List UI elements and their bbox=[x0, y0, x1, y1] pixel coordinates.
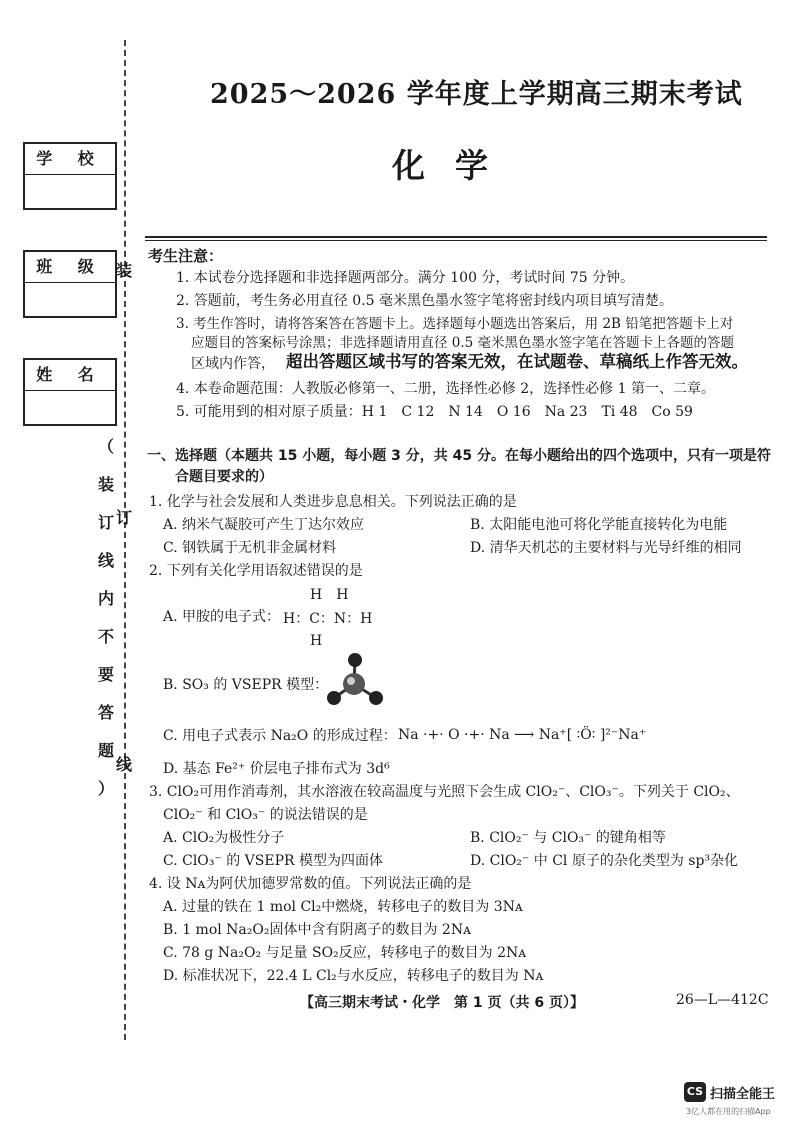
option-c: C. 78 g Na₂O₂ 与足量 SO₂反应，转移电子的数目为 2Nᴀ bbox=[163, 945, 527, 961]
vertical-notice-char: ） bbox=[97, 779, 114, 798]
option-a: A. 纳米气凝胶可产生丁达尔效应 bbox=[163, 517, 365, 533]
class-label: 班 级 bbox=[23, 250, 117, 283]
notice-item: 区域内作答， bbox=[191, 356, 275, 372]
page-footer: 【高三期末考试・化学 第 1 页（共 6 页）】 bbox=[300, 995, 584, 1011]
notice-item: 4. 本卷命题范围：人教版必修第一、二册，选择性必修 2，选择性必修 1 第一、二章。 bbox=[176, 381, 715, 397]
question-stem: 2. 下列有关化学用语叙述错误的是 bbox=[149, 563, 363, 579]
notice-item: 应题目的答案标号涂黑；非选择题请用直径 0.5 毫米黑色墨水签字笔在答题卡上各题的答题 bbox=[191, 335, 735, 351]
vertical-notice-char: 线 bbox=[97, 551, 114, 570]
methylamine-electron-formula: H：C：N：H bbox=[283, 611, 373, 627]
name-label: 姓 名 bbox=[23, 358, 117, 391]
camscanner-logo-icon: CS bbox=[684, 1082, 706, 1102]
notice-item: 5. 可能用到的相对原子质量：H 1 C 12 N 14 O 16 Na 23 Ti 48 Co 59 bbox=[176, 404, 693, 420]
binding-char-zhuang: 装 bbox=[115, 261, 132, 280]
school-label: 学 校 bbox=[23, 142, 117, 175]
so3-vsepr-model-icon bbox=[324, 652, 384, 708]
exam-title: 2025～2026 学年度上学期高三期末考试 bbox=[210, 79, 743, 110]
option-b: B. 1 mol Na₂O₂固体中含有阴离子的数目为 2Nᴀ bbox=[163, 922, 471, 938]
vertical-notice-char: 要 bbox=[97, 665, 114, 684]
question-stem: 4. 设 Nᴀ为阿伏加德罗常数的值。下列说法正确的是 bbox=[149, 876, 472, 892]
notice-item: 1. 本试卷分选择题和非选择题两部分。满分 100 分，考试时间 75 分钟。 bbox=[176, 270, 635, 286]
watermark-brand: 扫描全能王 bbox=[710, 1087, 776, 1102]
vertical-notice bbox=[96, 428, 116, 808]
vertical-notice-char: 答 bbox=[97, 703, 114, 722]
vertical-notice-char: 订 bbox=[97, 513, 114, 532]
class-field[interactable] bbox=[23, 282, 117, 318]
question-stem: 3. ClO₂可用作消毒剂，其水溶液在较高温度与光照下会生成 ClO₂⁻、ClO₃⁻。下列关于 ClO₂、 bbox=[149, 784, 740, 800]
header-rule bbox=[145, 236, 767, 238]
question-stem: 1. 化学与社会发展和人类进步息息相关。下列说法正确的是 bbox=[149, 494, 517, 510]
na2o-formation-formula: Na ·+· O ·+· Na ⟶ Na⁺[ ∶Ö∶ ]²⁻Na⁺ bbox=[398, 727, 647, 743]
vertical-notice-char: 不 bbox=[97, 627, 114, 646]
subject-title: 化学 bbox=[392, 146, 518, 185]
vertical-notice-char: 装 bbox=[97, 475, 114, 494]
notice-item: 2. 答题前，考生务必用直径 0.5 毫米黑色墨水签字笔将密封线内项目填写清楚。 bbox=[176, 293, 673, 309]
option-b: B. SO₃ 的 VSEPR 模型： bbox=[163, 677, 329, 693]
option-a: A. 过量的铁在 1 mol Cl₂中燃烧，转移电子的数目为 3Nᴀ bbox=[163, 899, 523, 915]
option-d: D. 标准状况下，22.4 L Cl₂与水反应，转移电子的数目为 Nᴀ bbox=[163, 968, 544, 984]
notice-item: 3. 考生作答时，请将答案答在答题卡上。选择题每小题选出答案后，用 2B 铅笔把答题卡上对 bbox=[176, 316, 734, 332]
option-b: B. 太阳能电池可将化学能直接转化为电能 bbox=[470, 517, 728, 533]
option-a: A. ClO₂为极性分子 bbox=[163, 830, 285, 846]
binding-char-ding: 订 bbox=[115, 508, 132, 527]
formula-bottom-row: H bbox=[310, 633, 323, 649]
formula-top-row: H H bbox=[310, 587, 349, 603]
binding-char-xian: 线 bbox=[115, 755, 132, 774]
section-heading: 一、选择题（本题共 15 小题，每小题 3 分，共 45 分。在每小题给出的四个选项中，只有一项是符 bbox=[147, 448, 771, 464]
vertical-notice-char: 题 bbox=[97, 741, 114, 760]
question-stem: ClO₂⁻ 和 ClO₃⁻ 的说法错误的是 bbox=[163, 807, 368, 823]
option-c: C. 用电子式表示 Na₂O 的形成过程： bbox=[163, 728, 397, 744]
notice-heading: 考生注意： bbox=[148, 247, 224, 265]
vertical-notice-char: 内 bbox=[97, 589, 114, 608]
option-a: A. 甲胺的电子式： bbox=[163, 609, 281, 625]
section-heading: 合题目要求的） bbox=[175, 469, 273, 485]
option-c: C. 钢铁属于无机非金属材料 bbox=[163, 540, 337, 556]
name-field[interactable] bbox=[23, 390, 117, 426]
option-d: D. 清华天机芯的主要材料与光导纤维的相同 bbox=[470, 540, 742, 556]
paper-code: 26—L—412C bbox=[676, 992, 769, 1008]
option-d: D. 基态 Fe²⁺ 价层电子排布式为 3d⁶ bbox=[163, 761, 390, 777]
school-field[interactable] bbox=[23, 174, 117, 210]
binding-dashed-line bbox=[124, 40, 126, 1040]
vertical-notice-char: （ bbox=[97, 437, 114, 456]
option-d: D. ClO₂⁻ 中 Cl 原子的杂化类型为 sp³杂化 bbox=[470, 853, 739, 869]
option-b: B. ClO₂⁻ 与 ClO₃⁻ 的键角相等 bbox=[470, 830, 666, 846]
header-rule-thin bbox=[145, 240, 767, 241]
option-c: C. ClO₃⁻ 的 VSEPR 模型为四面体 bbox=[163, 853, 384, 869]
watermark-tagline: 3亿人都在用的扫描App bbox=[686, 1107, 771, 1116]
notice-item-emphasis: 超出答题区域书写的答案无效，在试题卷、草稿纸上作答无效。 bbox=[286, 352, 748, 371]
